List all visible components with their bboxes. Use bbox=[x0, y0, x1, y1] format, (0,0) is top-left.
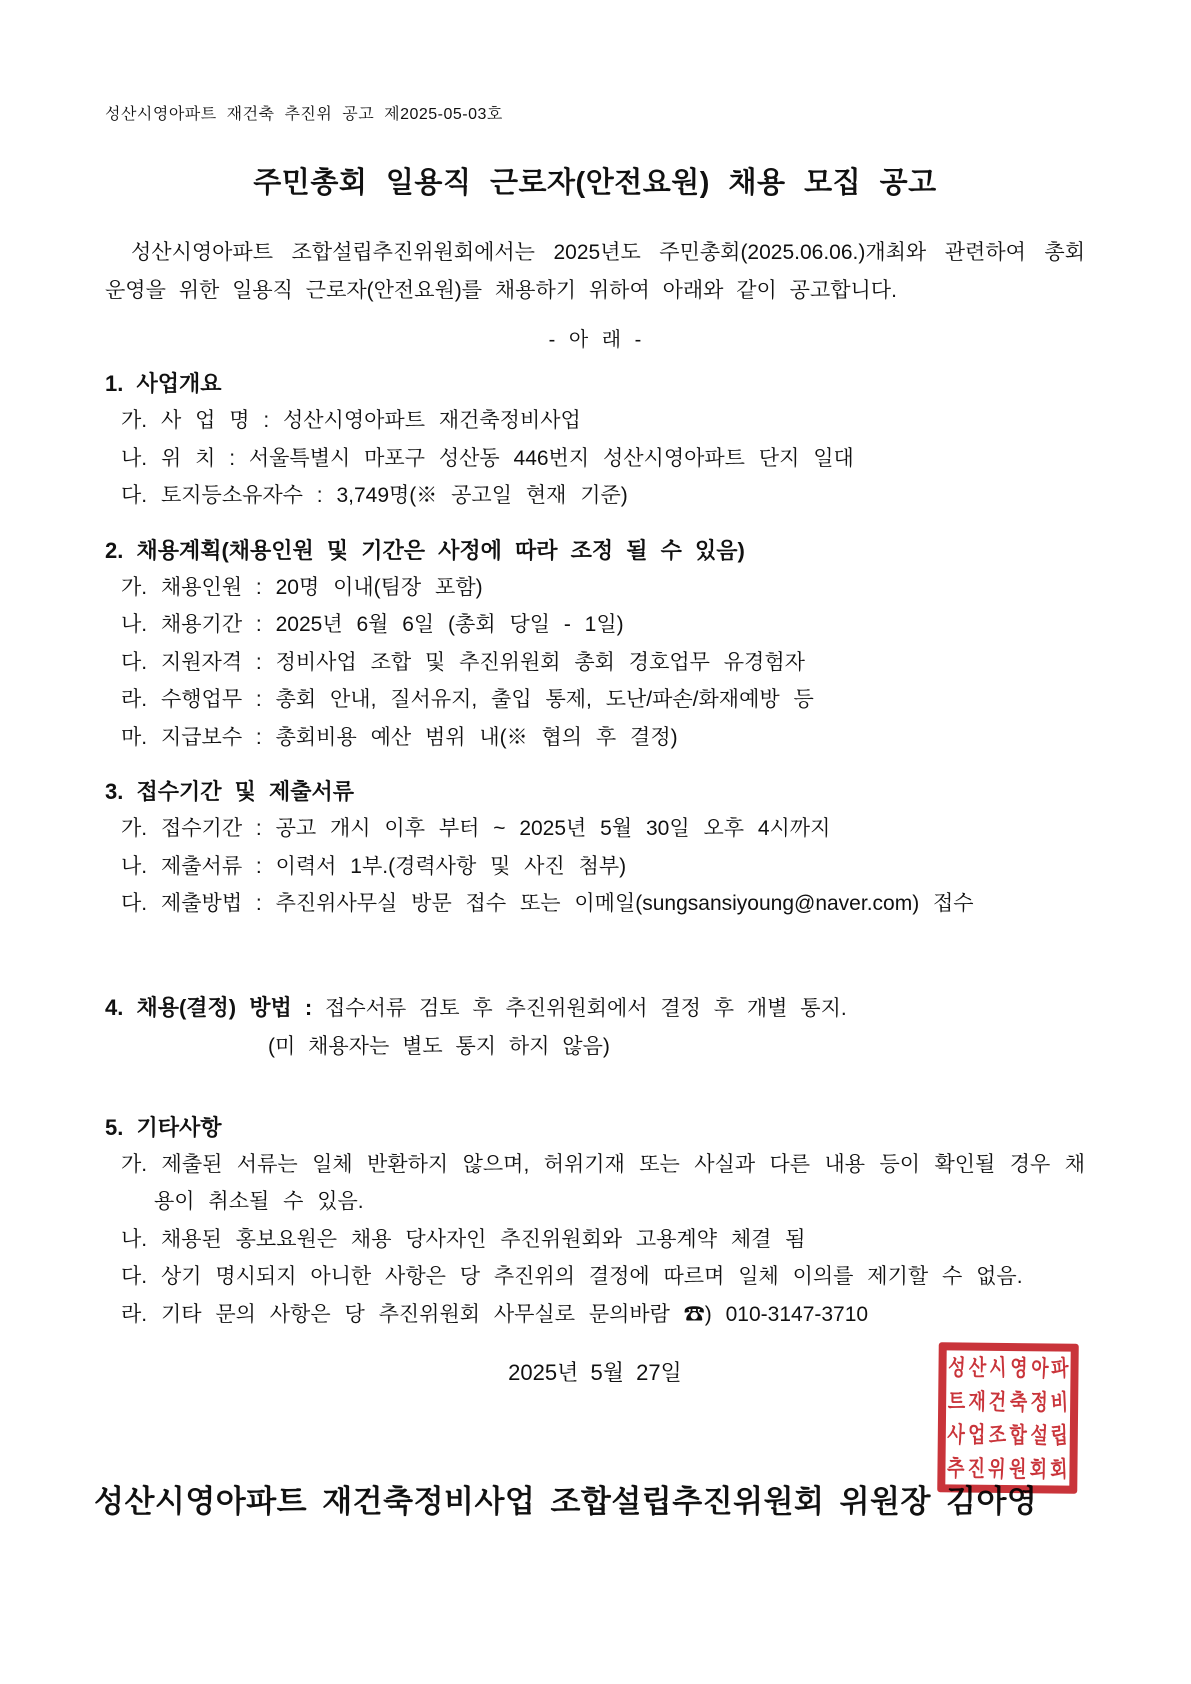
list-item: 다. 제출방법 : 추진위사무실 방문 접수 또는 이메일(sungsansiyoung@naver.com) 접수 bbox=[121, 892, 974, 915]
seal-character: 회 bbox=[1049, 1455, 1069, 1482]
section-1-heading: 1. 사업개요 bbox=[105, 371, 222, 396]
doc-number: 성산시영아파트 재건축 추진위 공고 제2025-05-03호 bbox=[105, 106, 503, 123]
seal-character: 재 bbox=[968, 1388, 986, 1414]
seal-character: 업 bbox=[967, 1421, 986, 1448]
seal-character: 산 bbox=[968, 1354, 987, 1381]
seal-character: 진 bbox=[967, 1455, 986, 1481]
list-item: 다. 토지등소유자수 : 3,749명(※ 공고일 현재 기준) bbox=[121, 484, 628, 507]
seal-character: 영 bbox=[1010, 1355, 1028, 1381]
seal-character: 성 bbox=[947, 1354, 967, 1381]
list-item: 가. 채용인원 : 20명 이내(팀장 포함) bbox=[121, 575, 483, 599]
seal-character: 트 bbox=[947, 1388, 966, 1414]
below-marker: - 아 래 - bbox=[548, 329, 642, 351]
date: 2025년 5월 27일 bbox=[508, 1360, 682, 1385]
list-item: 가. 사 업 명 : 성산시영아파트 재건축정비사업 bbox=[121, 409, 581, 432]
section-4-text: 접수서류 검토 후 추진위원회에서 결정 후 개별 통지. bbox=[325, 996, 847, 1020]
seal-character: 시 bbox=[988, 1354, 1008, 1381]
list-item: 라. 기타 문의 사항은 당 추진위원회 사무실로 문의바람 ☎) 010-3147-3710 bbox=[121, 1302, 869, 1326]
seal-character: 원 bbox=[1008, 1455, 1027, 1481]
seal-character: 사 bbox=[946, 1421, 966, 1448]
intro-paragraph: 성산시영아파트 조합설립추진위원회에서는 2025년도 주민총회(2025.06.06.)개최와 관련하여 총회 운영을 위한 일용직 근로자(안전요원)를 채용하기 위하여 아래와 같이 공고합니다. bbox=[105, 241, 1085, 302]
list-item: 나. 제출서류 : 이력서 1부.(경력사항 및 사진 첨부) bbox=[121, 854, 627, 878]
section-3-heading: 3. 접수기간 및 제출서류 bbox=[105, 779, 354, 804]
list-item: 나. 위 치 : 서울특별시 마포구 성산동 446번지 성산시영아파트 단지 일대 bbox=[121, 446, 854, 470]
seal-character: 추 bbox=[946, 1455, 965, 1481]
seal-character: 건 bbox=[988, 1388, 1008, 1415]
official-seal-stamp bbox=[937, 1342, 1079, 1493]
seal-character: 정 bbox=[1030, 1388, 1048, 1415]
seal-character: 설 bbox=[1029, 1421, 1049, 1449]
seal-grid bbox=[945, 1350, 1070, 1485]
page-title: 주민총회 일용직 근로자(안전요원) 채용 모집 공고 bbox=[253, 167, 937, 199]
section-2-hiring-plan bbox=[105, 533, 1085, 757]
seal-character: 비 bbox=[1050, 1388, 1070, 1415]
seal-character: 회 bbox=[1029, 1455, 1048, 1482]
list-item: 가. 접수기간 : 공고 개시 이후 부터 ~ 2025년 5월 30일 오후 4시까지 bbox=[121, 817, 831, 840]
section-5-heading: 5. 기타사항 bbox=[105, 1114, 222, 1140]
section-5-other-matters bbox=[105, 1110, 1085, 1334]
section-2-heading: 2. 채용계획(채용인원 및 기간은 사정에 따라 조정 될 수 있음) bbox=[105, 537, 745, 563]
section-1-project-overview bbox=[105, 366, 1085, 515]
seal-character: 립 bbox=[1050, 1422, 1069, 1449]
seal-character: 위 bbox=[987, 1455, 1007, 1482]
list-item: 다. 지원자격 : 정비사업 조합 및 추진위원회 총회 경호업무 유경험자 bbox=[121, 650, 805, 674]
list-item: 나. 채용기간 : 2025년 6월 6일 (총회 당일 - 1일) bbox=[121, 613, 624, 636]
list-item: 나. 채용된 홍보요원은 채용 당사자인 추진위원회와 고용계약 체결 됨 bbox=[121, 1227, 806, 1251]
list-item: 가. 제출된 서류는 일체 반환하지 않으며, 허위기재 또는 사실과 다른 내용 등이 확인될 경우 채용이 취소될 수 있음. bbox=[121, 1152, 1085, 1213]
seal-character: 아 bbox=[1030, 1354, 1049, 1382]
seal-character: 축 bbox=[1009, 1388, 1028, 1414]
seal-character: 파 bbox=[1050, 1355, 1070, 1382]
section-4-note: (미 채용자는 별도 통지 하지 않음) bbox=[268, 1034, 610, 1058]
seal-character: 조 bbox=[988, 1421, 1007, 1448]
seal-character: 합 bbox=[1009, 1422, 1027, 1448]
section-3-application-period bbox=[105, 774, 1085, 923]
signature-line: 성산시영아파트 재건축정비사업 조합설립추진위원회 위원장 김아영 bbox=[94, 1484, 1038, 1519]
list-item: 라. 수행업무 : 총회 안내, 질서유지, 출입 통제, 도난/파손/화재예방 등 bbox=[121, 688, 814, 711]
section-4-decision-method bbox=[105, 989, 1085, 1028]
list-item: 다. 상기 명시되지 아니한 사항은 당 추진위의 결정에 따르며 일체 이의를 제기할 수 없음. bbox=[121, 1265, 1023, 1288]
list-item: 마. 지급보수 : 총회비용 예산 범위 내(※ 협의 후 결정) bbox=[121, 725, 678, 749]
section-4-heading: 4. 채용(결정) 방법 : bbox=[105, 994, 313, 1020]
